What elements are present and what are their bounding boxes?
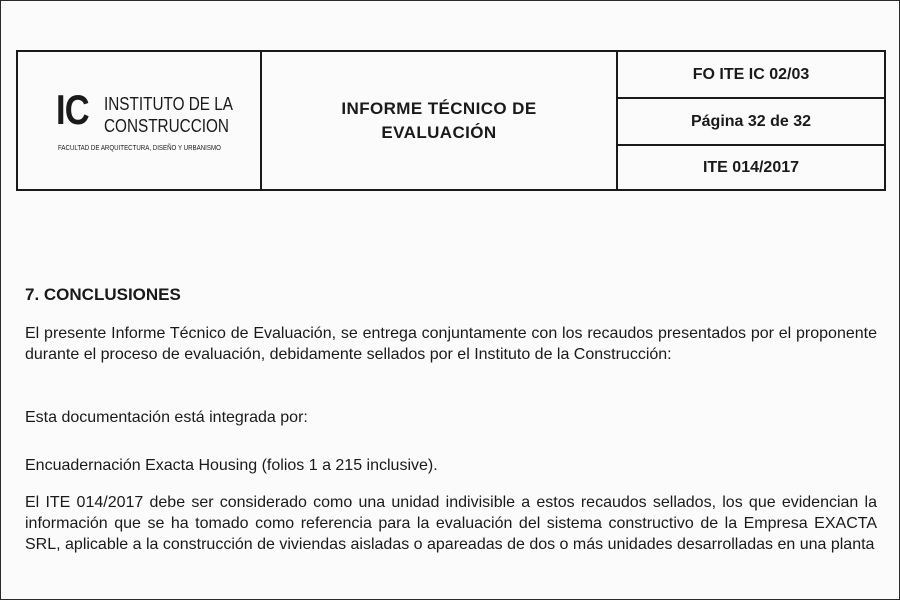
paragraph-1: El presente Informe Técnico de Evaluación, se entrega conjuntamente con los recaudos presentados por el proponente durante el proceso de evaluación, debidamente sellados por el Instituto de la Construcción:	[25, 325, 877, 363]
header-table	[16, 50, 886, 191]
logo-line-1: INSTITUTO DE LA	[104, 94, 233, 114]
logo-line-2: CONSTRUCCION	[104, 116, 229, 136]
section-title: 7. CONCLUSIONES	[25, 285, 181, 304]
paragraph-2: Esta documentación está integrada por:	[25, 409, 308, 426]
document-title: INFORME TÉCNICO DE EVALUACIÓN	[341, 98, 537, 142]
logo-subtitle: FACULTAD DE ARQUITECTURA, DISEÑO Y URBANISMO	[58, 143, 221, 152]
page-number: Página 32 de 32	[618, 99, 884, 146]
meta-cell	[618, 52, 884, 189]
form-code: FO ITE IC 02/03	[618, 52, 884, 99]
document-number: ITE 014/2017	[702, 158, 800, 176]
logo-mark: IC	[56, 86, 89, 133]
logo-cell	[18, 52, 262, 189]
title-cell	[262, 52, 618, 189]
paragraph-3: Encuadernación Exacta Housing (folios 1 a 215 inclusive).	[25, 457, 438, 474]
paragraph-4: El ITE 014/2017 debe ser considerado como una unidad indivisible a estos recaudos sellados, los que evidencian la información que se ha tomado como referencia para la evaluación del sistema constructivo de la Empresa EXACTA SRL, aplicable a la construcción de viviendas aisladas o apareadas de dos o más unidades desarrolladas en una planta	[25, 494, 877, 553]
